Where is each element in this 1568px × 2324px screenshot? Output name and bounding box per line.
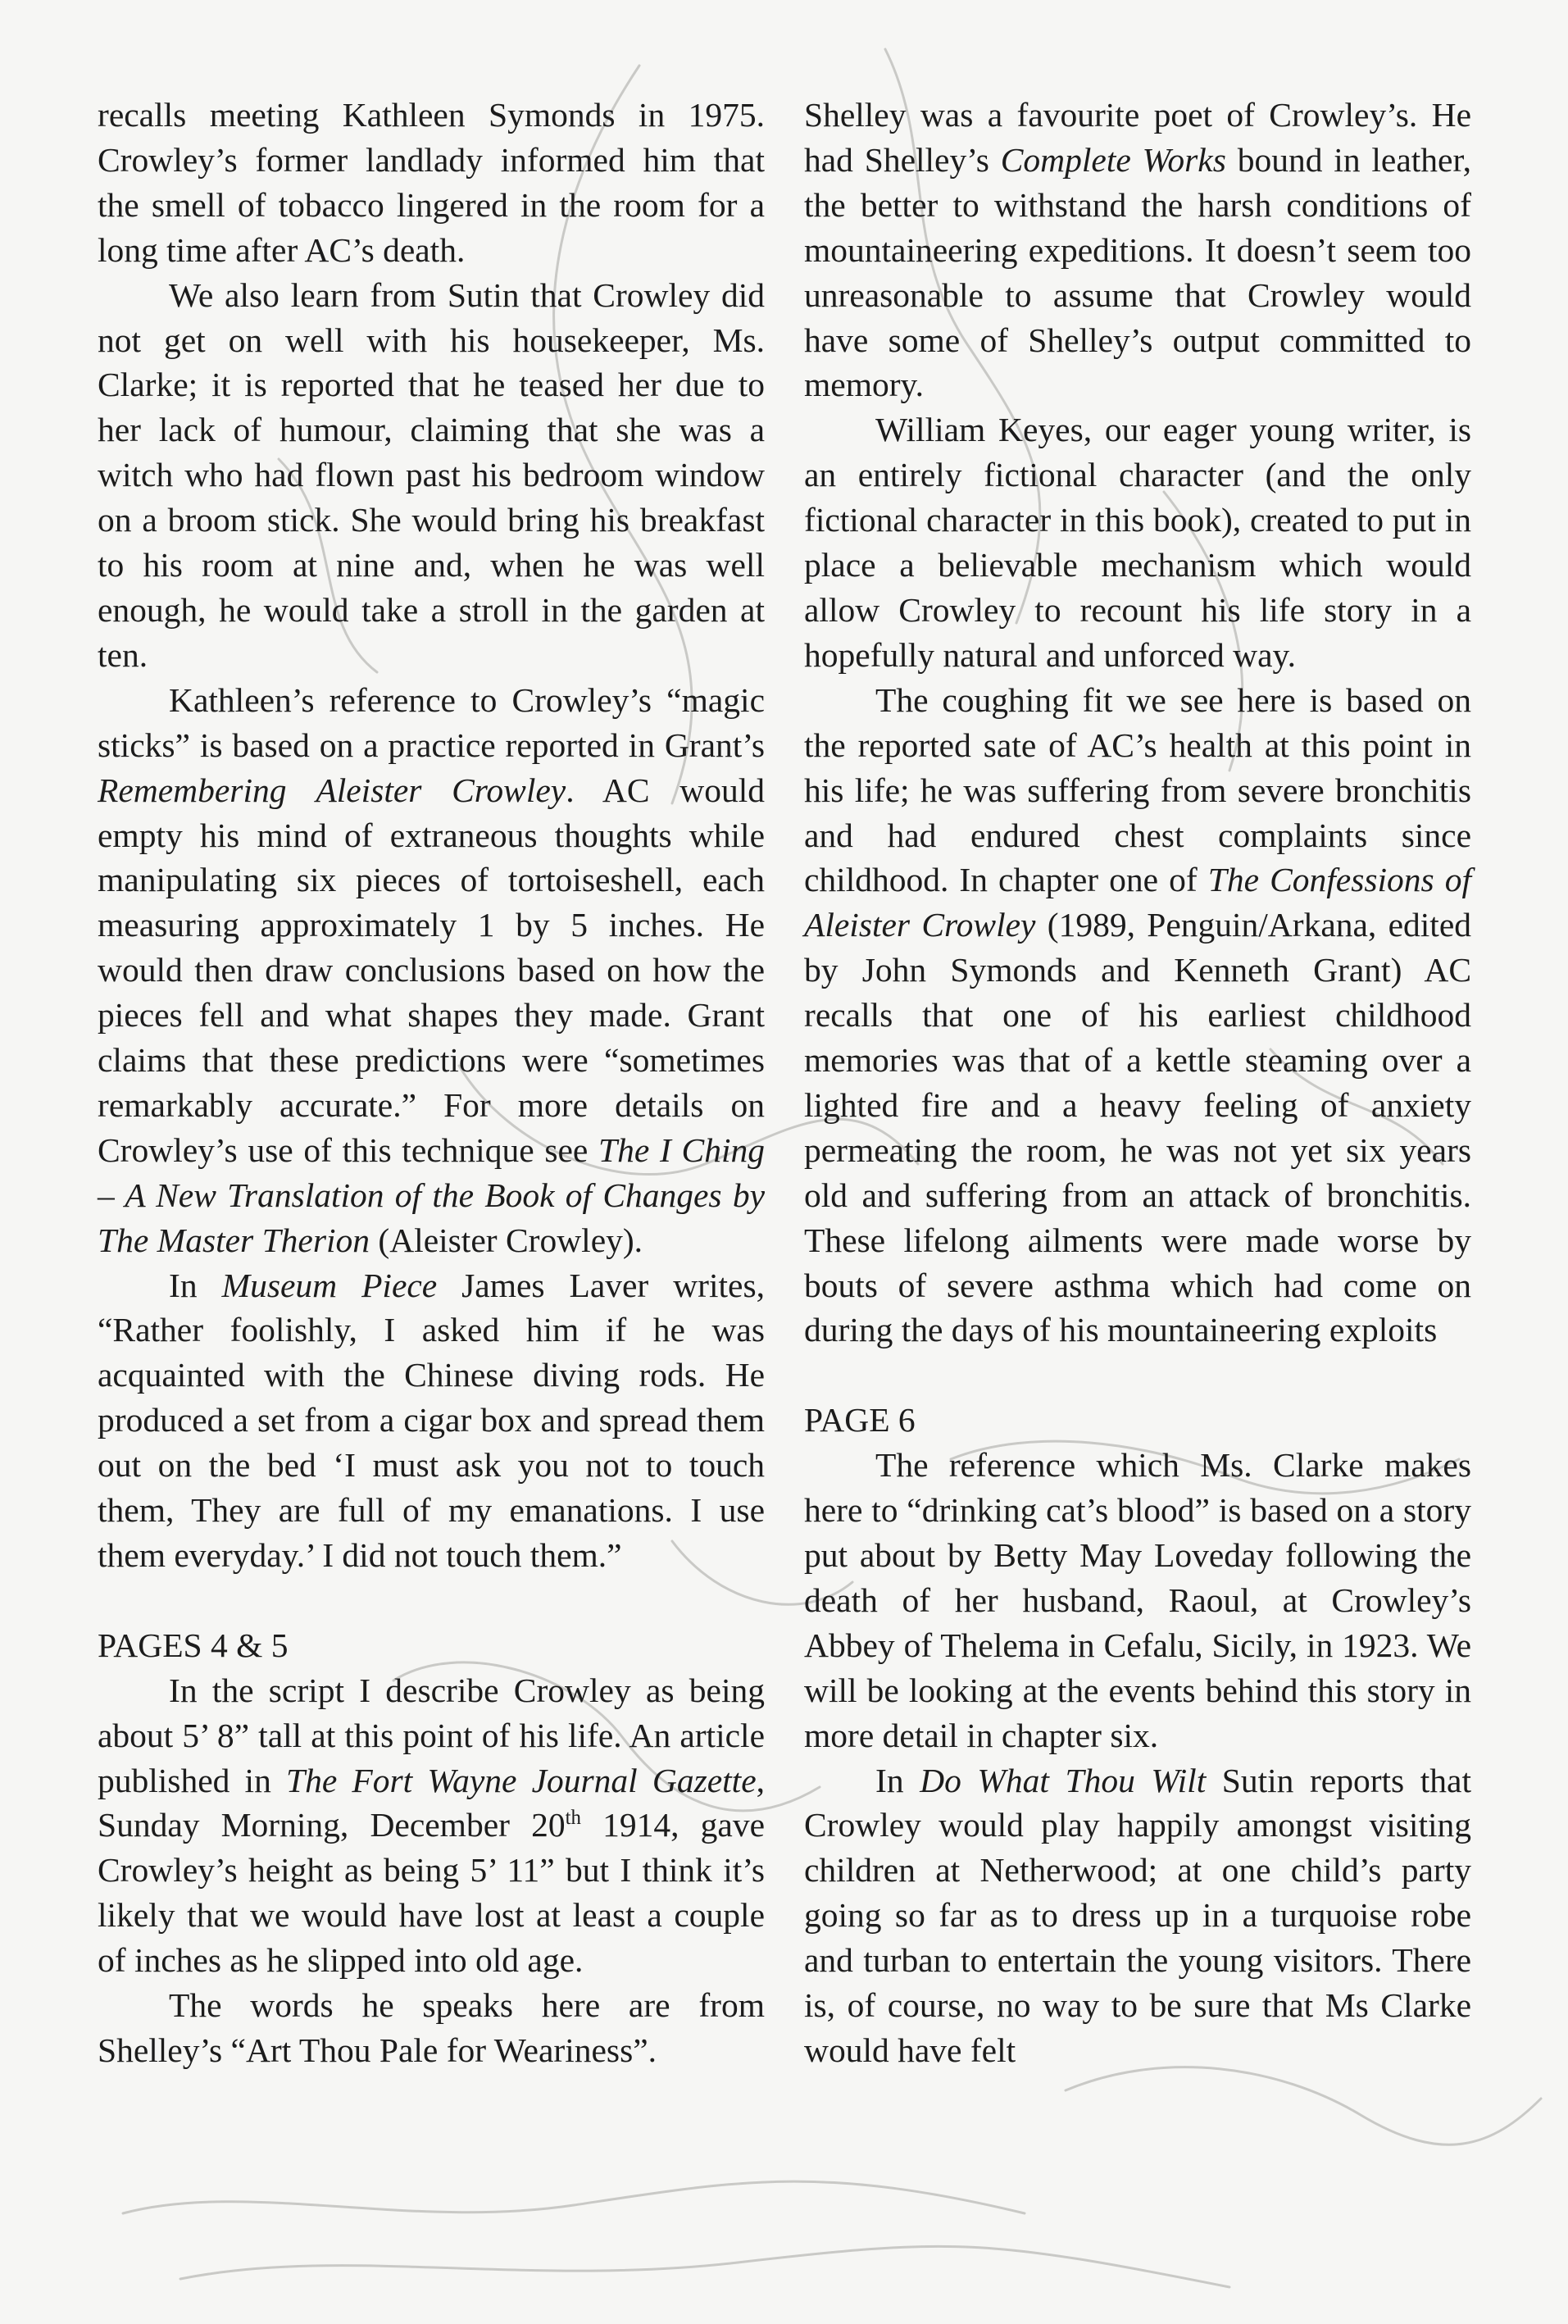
text-run: , Sunday Morning, December 20: [98, 1761, 765, 1844]
right-paragraph-1: [804, 93, 1471, 407]
text-run: (Aleister Crowley).: [370, 1221, 643, 1259]
text-run: bound in leather, the better to withstand the harsh conditions of mountaineering expeditions. It doesn’t seem too unreasonable to assume that Crowley would have some of Shelley’s output committed to memory.: [804, 140, 1471, 404]
text-run: Sutin reports that Crowley would play happily amongst visiting children at Netherwood; at one child’s party going so far as to dress up in a turquoise robe and turban to entertain the young visitors. There is, of course, no way to be sure that Ms Clarke would have felt: [804, 1761, 1471, 2069]
ordinal-suffix: th: [565, 1807, 581, 1830]
right-paragraph-3: [804, 678, 1471, 1353]
text-run: In: [875, 1761, 920, 1799]
book-title: The I Ching – A New Translation of the Book of Changes by The Master Therion: [98, 1130, 766, 1259]
section-heading-pages-4-5: PAGES 4 & 5: [98, 1626, 289, 1664]
text-run: Kathleen’s reference to Crowley’s “magic sticks” is based on a practice reported in Grant’s: [98, 680, 765, 764]
left-column: [98, 93, 765, 2073]
text-run: In the script I describe Crowley as being about 5’ 8” tall at this point of his life. An article published in: [98, 1671, 765, 1799]
section-spacer: [98, 1578, 765, 1623]
book-title: Remembering Aleister Crowley: [98, 771, 566, 809]
right-column: [804, 93, 1471, 2073]
left-paragraph-4: [98, 1263, 765, 1578]
right-paragraph-4: The reference which Ms. Clarke makes here to “drinking cat’s blood” is based on a story put about by Betty May Loveday following the death of her husband, Raoul, at Crowley’s Abbey of Thelema in Cefalu, Sicily, in 1923. We will be looking at the events behind this story in more detail in chapter six.: [804, 1446, 1471, 1754]
left-paragraph-3: [98, 678, 765, 1263]
section-spacer: [804, 1353, 1471, 1398]
book-title: Do What Thou Wilt: [920, 1761, 1207, 1799]
publication-title: The Fort Wayne Journal Gazette: [285, 1761, 757, 1799]
text-run: (1989, Penguin/Arkana, edited by John Symonds and Kenneth Grant) AC recalls that one of his earliest childhood memories was that of a kettle steaming over a lighted fire and a heavy feeling of anxiety permeating the room, he was not yet six years old and suffering from an attack of bronchitis. These lifelong ailments were made worse by bouts of severe asthma which had come on during the days of his mountaineering exploits: [804, 906, 1471, 1349]
right-paragraph-5: [804, 1758, 1471, 2073]
text-run: James Laver writes, “Rather foolishly, I asked him if he was acquainted with the Chinese diving rods. He produced a set from a cigar box and spread them out on the bed ‘I must ask you not to touch them, They are full of my emanations. I use them everyday.’ I did not touch them.”: [98, 1266, 765, 1574]
book-title: Museum Piece: [221, 1266, 438, 1304]
text-run: 1914, gave Crowley’s height as being 5’ 11” but I think it’s likely that we would have lost at least a couple of inches as he slipped into old age.: [98, 1806, 765, 1980]
right-paragraph-2: William Keyes, our eager young writer, is an entirely fictional character (and the only fictional character in this book), created to put in place a believable mechanism which would allow Crowley to recount his life story in a hopefully natural and unforced way.: [804, 411, 1471, 674]
book-title: Complete Works: [1000, 140, 1226, 179]
left-paragraph-5: [98, 1668, 765, 1983]
left-paragraph-2: We also learn from Sutin that Crowley did not get on well with his housekeeper, Ms. Clarke; it is reported that he teased her due to her lack of humour, claiming that she was a witch who had flown past his bedroom window on a broom stick. She would bring his breakfast to his room at nine and, when he was well enough, he would take a stroll in the garden at ten.: [98, 275, 765, 674]
left-paragraph-1: recalls meeting Kathleen Symonds in 1975. Crowley’s former landlady informed him that the smell of tobacco lingered in the room for a long time after AC’s death.: [98, 96, 765, 269]
text-run: Shelley was a favourite poet of Crowley’s. He had Shelley’s: [804, 96, 1471, 179]
section-heading-page-6: PAGE 6: [804, 1401, 916, 1439]
left-paragraph-6: The words he speaks here are from Shelley’s “Art Thou Pale for Weariness”.: [98, 1986, 765, 2069]
text-run: In: [169, 1266, 222, 1304]
book-title: The Confessions of Aleister Crowley: [804, 861, 1471, 944]
text-run: . AC would empty his mind of extraneous thoughts while manipulating six pieces of tortoiseshell, each measuring approximately 1 by 5 inches. He would then draw conclusions based on how the pieces fell and what shapes they made. Grant claims that these predictions were “sometimes remarkably accurate.” For more details on Crowley’s use of this technique see: [98, 771, 765, 1169]
text-run: The coughing fit we see here is based on the reported sate of AC’s health at this point in his life; he was suffering from severe bronchitis and had endured chest complaints since childhood. In chapter one of: [804, 680, 1471, 899]
